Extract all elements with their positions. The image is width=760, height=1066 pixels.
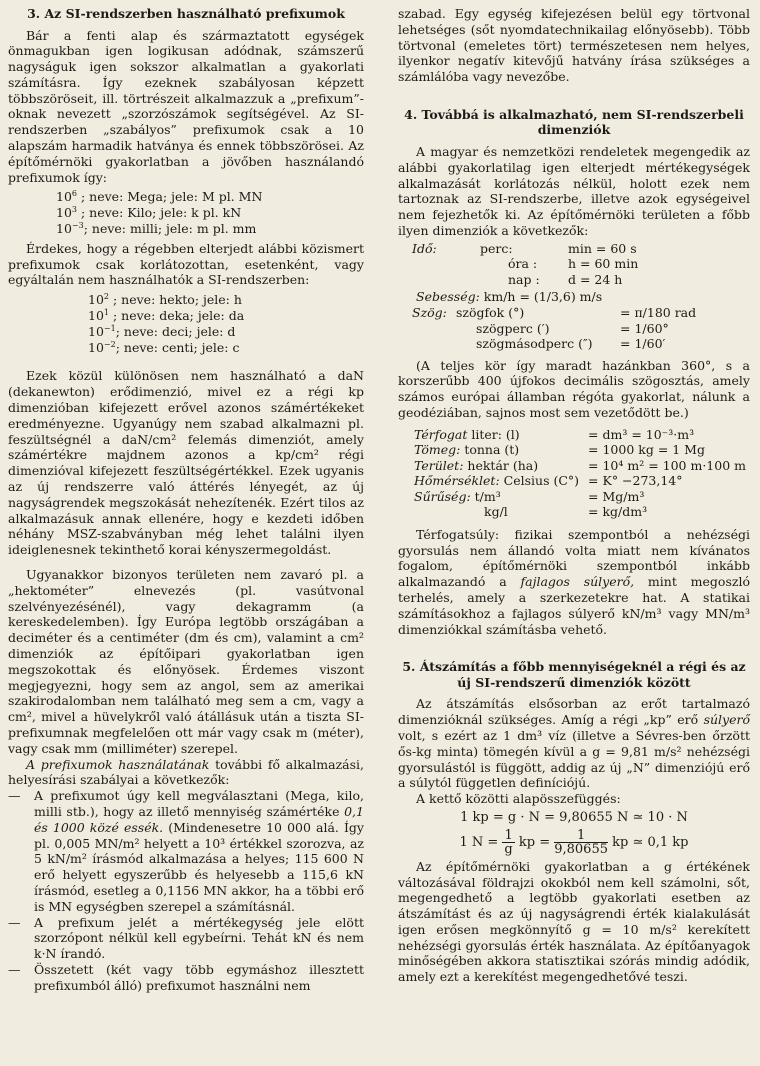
prefix-list-legacy [88, 292, 364, 355]
section-3-continuation: szabad. Egy egység kifejezésen belül egy törtvonal lehetséges (sőt nyomdatechnikailag előnyösebb). Több törtvonal (emeletes tört) természetesen nem helyes, ilyenkor negatív kitevőjű hatvány írása szükséges a számlálóba vagy nevezőbe. [398, 6, 750, 85]
section-5-paragraph-3: Az építőmérnöki gyakorlatban a g értékének változásával földrajzi okokból nem kell számolni, sőt, megengedhető a legtöbb gyakorlati esetben az átszámítást és az új nagyságrendi érték kialakulását igen erősen megkönnyítő g = 10 m/s² kerekített nehézségi gyorsulás érték használata. Az építőanyagok minőségében akkora statisztikai szórás mindig adódik, amely ezt a kerekítést megengedhetővé teszi. [398, 858, 750, 985]
list-item: — A prefixumot úgy kell megválasztani (Mega, kilo, milli stb.), hogy az illető mennyiség számértéke 0,1 és 1000 közé essék. (Mindenesetre 10 000 alá. Így pl. 0,005 MN/m² helyett a 10³ értékkel szorozva, az 5 kN/m² írásmód alkalmazása a helyes; 115 600 N erő helyett egyszerűbb és helyesebb a 115,6 kN írásmód, esetleg a 0,1156 MN akkor, ha a többi erő is MN egységben szerepel a számításnál. [8, 788, 364, 914]
section-4-paragraph-3: Térfogatsúly: fizikai szempontból a nehézségi gyorsulás nem állandó volta miatt nem kívánatos fogalom, építőmérnöki szempontból inkább alkalmazandó a fajlagos súlyerő, mint megoszló terhelés, amely a szerkezetekre hat. A statikai számításokhoz a fajlagos súlyerő kN/m³ vagy MN/m³ dimenziókkal számításba vehető. [398, 526, 750, 637]
section-3-heading: 3. Az SI-rendszerben használható prefixumok [27, 6, 345, 21]
prefix-line: $10^{-3}$; neve: milli; jele: m pl. mm [56, 220, 257, 237]
section-4-heading: 4. Továbbá is alkalmazható, nem SI-rendszerbeli dimenziók [404, 106, 744, 138]
section-5-paragraph-2: A kettő közötti alapösszefüggés: [416, 791, 621, 807]
prefix-rules-list [8, 788, 364, 993]
table-row: Hőmérséklet: Celsius (C°) = K° −273,14° [414, 473, 683, 489]
prefix-line: $10^3$ ; neve: Kilo; jele: k pl. kN [56, 205, 242, 221]
list-item: — A prefixum jelét a mértékegység jele elött szorzópont nélkül kell egybeírni. Tehát kN és nem k·N írandó. [8, 915, 364, 962]
table-row: Térfogat liter: (l) = dm³ = 10⁻³·m³ [414, 426, 695, 442]
angle-units-table [412, 305, 700, 352]
time-units-table [412, 241, 642, 288]
section-3-paragraph-1: Bár a fenti alap és származtatott egységek önmagukban igen logikusan adódnak, számszerű nagyságuk igen sokszor alkalmatlan a gyakorlati számításra. Így ezeknek szabályosan képzett többszöröseit, ill. törtrészeit alkalmazzuk a „prefixum”-oknak nevezett „szorzószámok segítségével. Az SI-rendszerben „szabályos” prefixumok csak a 10 alapszám harmadik hatványa és ennek többszörösei. Az építőmérnöki gyakorlatban a jövőben használandó prefixumok így: [8, 27, 364, 185]
prefix-line: $10^1$ ; neve: deka; jele: da [88, 307, 245, 324]
prefix-line: $10^{-1}$; neve: deci; jele: d [88, 323, 236, 339]
table-row: Tömeg: tonna (t) = 1000 kg = 1 Mg [414, 442, 705, 458]
speed-line: Sebesség: km/h = (1/3,6) m/s [416, 289, 603, 305]
table-row: Szög: szögfok (°) = π/180 rad [412, 305, 697, 321]
table-row: nap : d = 24 h [508, 271, 623, 287]
section-3-paragraph-4: Ugyanakkor bizonyos területen nem zavaró pl. a „hektométer” elnevezés (pl. vasútvonal szelvényezésénél), vagy dekagramm (a kereskedelemben). Így Európa legtöbb országában a deciméter és a centiméter (dm és cm), valamint a cm² dimenziók az építőipari gyakorlatban igen megszokottak és előnyösek. Érdemes viszont megjegyezni, hogy sem az angol, sem az amerikai szakirodalomban nem található meg sem a cm, vagy a cm², mivel a hüvelykről való átállásuk után a tiszta SI-prefixumnak megfelelően ott már vagy csak m (méter), vagy csak mm (milliméter) szerepel. [8, 567, 364, 756]
list-item: — Összetett (két vagy több egymáshoz illesztett prefixumból álló) prefixumot használni nem [8, 962, 364, 994]
section-4-paragraph-2: (A teljes kör így maradt hazánkban 360°, s a korszerűbb 400 újfokos decimális szögosztás, amely számos európai államban régóta gyakorlat, nálunk a geodéziában, sajnos most sem vezetődött be.) [398, 357, 750, 420]
table-row: Terület: hektár (ha) = 10⁴ m² = 100 m·100 m [414, 457, 746, 473]
prefix-line: $10^6$ ; neve: Mega; jele: M pl. MN [56, 189, 263, 205]
prefix-line: $10^2$ ; neve: hekto; jele: h [88, 292, 242, 308]
left-column [8, 6, 364, 994]
table-row: kg/l = kg/dm³ [484, 504, 648, 520]
section-3-paragraph-5: A prefixumok használatának további fő alkalmazási, helyesírási szabályai a következők: [8, 756, 364, 788]
section-5-heading: 5. Átszámítás a főbb mennyiségeknél a régi és az új SI-rendszerű dimenziók között [402, 659, 746, 690]
table-row: szögperc (′) = 1/60° [476, 320, 669, 336]
prefix-list-si [56, 189, 364, 236]
prefix-line: $10^{-2}$; neve: centi; jele: c [88, 339, 240, 355]
fraction: $\frac{1}{9,80655}$ [554, 827, 608, 857]
section-4-paragraph-1: A magyar és nemzetközi rendeletek megengedik az alábbi gyakorlatilag igen elterjedt mértékegységek alkalmazását korlátozás nélkül, holott ezek nem tartoznak az SI-rendszerbe, illetve azok egységeivel nem fejezhetők ki. Az építőmérnöki területen a főbb ilyen dimenziók a következők: [398, 143, 750, 238]
table-row: szögmásodperc (″) = 1/60′ [476, 336, 666, 352]
table-row: Idő: perc: min = 60 s [412, 240, 637, 256]
right-column [398, 6, 750, 985]
table-row: óra : h = 60 min [508, 256, 639, 272]
section-5-paragraph-1: Az átszámítás elsősorban az erőt tartalmazó dimenzióknál szükséges. Amíg a régi „kp” erő súlyerő volt, s ezért az 1 dm³ víz (illetve a Sévres-ben őrzött ős-kg minta) tömegén kívül a g = 9,81 m/s² nehézségi gyorsulástól is függött, addig az új „N” dimenziójú erő a súlytól független definíciójú. [398, 696, 750, 791]
section-3-paragraph-2: Érdekes, hogy a régebben elterjedt alábbi közismert prefixumok csak korlátozottan, esetenként, vagy egyáltalán nem használhatók a SI-rendszerben: [8, 240, 364, 288]
section-3-paragraph-3: Ezek közül különösen nem használható a daN (dekanewton) erődimenzió, mivel ez a régi kp dimenzióban kifejezett erővel azonos számértékeket eredményezne. Ugyanúgy nem szabad alkalmazni pl. feszültségnél a daN/cm² felemás dimenziót, amely számértékre majdnem azonos a kp/cm² régi dimenzióval kifejezett feszültségértékkel. Ezek ugyanis az új rendszerre való áttérés lényegét, az új nagyságrendek megszokását nehezítenék. Ezért tilos az alkalmazásuk annak ellenére, hogy e kezdeti időben néhány MSZ-szabványban még lehet találni ilyen ideiglenesnek tekinthető korai kényszermegoldást. [8, 368, 364, 558]
equation-newton: 1 N = $\frac{1}{g}$ kp = $\frac{1}{9,80655}$ kp ≃ 0,1 kp [459, 827, 689, 857]
fraction: $\frac{1}{g}$ [504, 827, 513, 857]
other-units-table [414, 427, 750, 520]
table-row: Sűrűség: t/m³ = Mg/m³ [414, 488, 645, 504]
equation-kp: 1 kp = g · N = 9,80655 N ≃ 10 · N [460, 809, 688, 825]
